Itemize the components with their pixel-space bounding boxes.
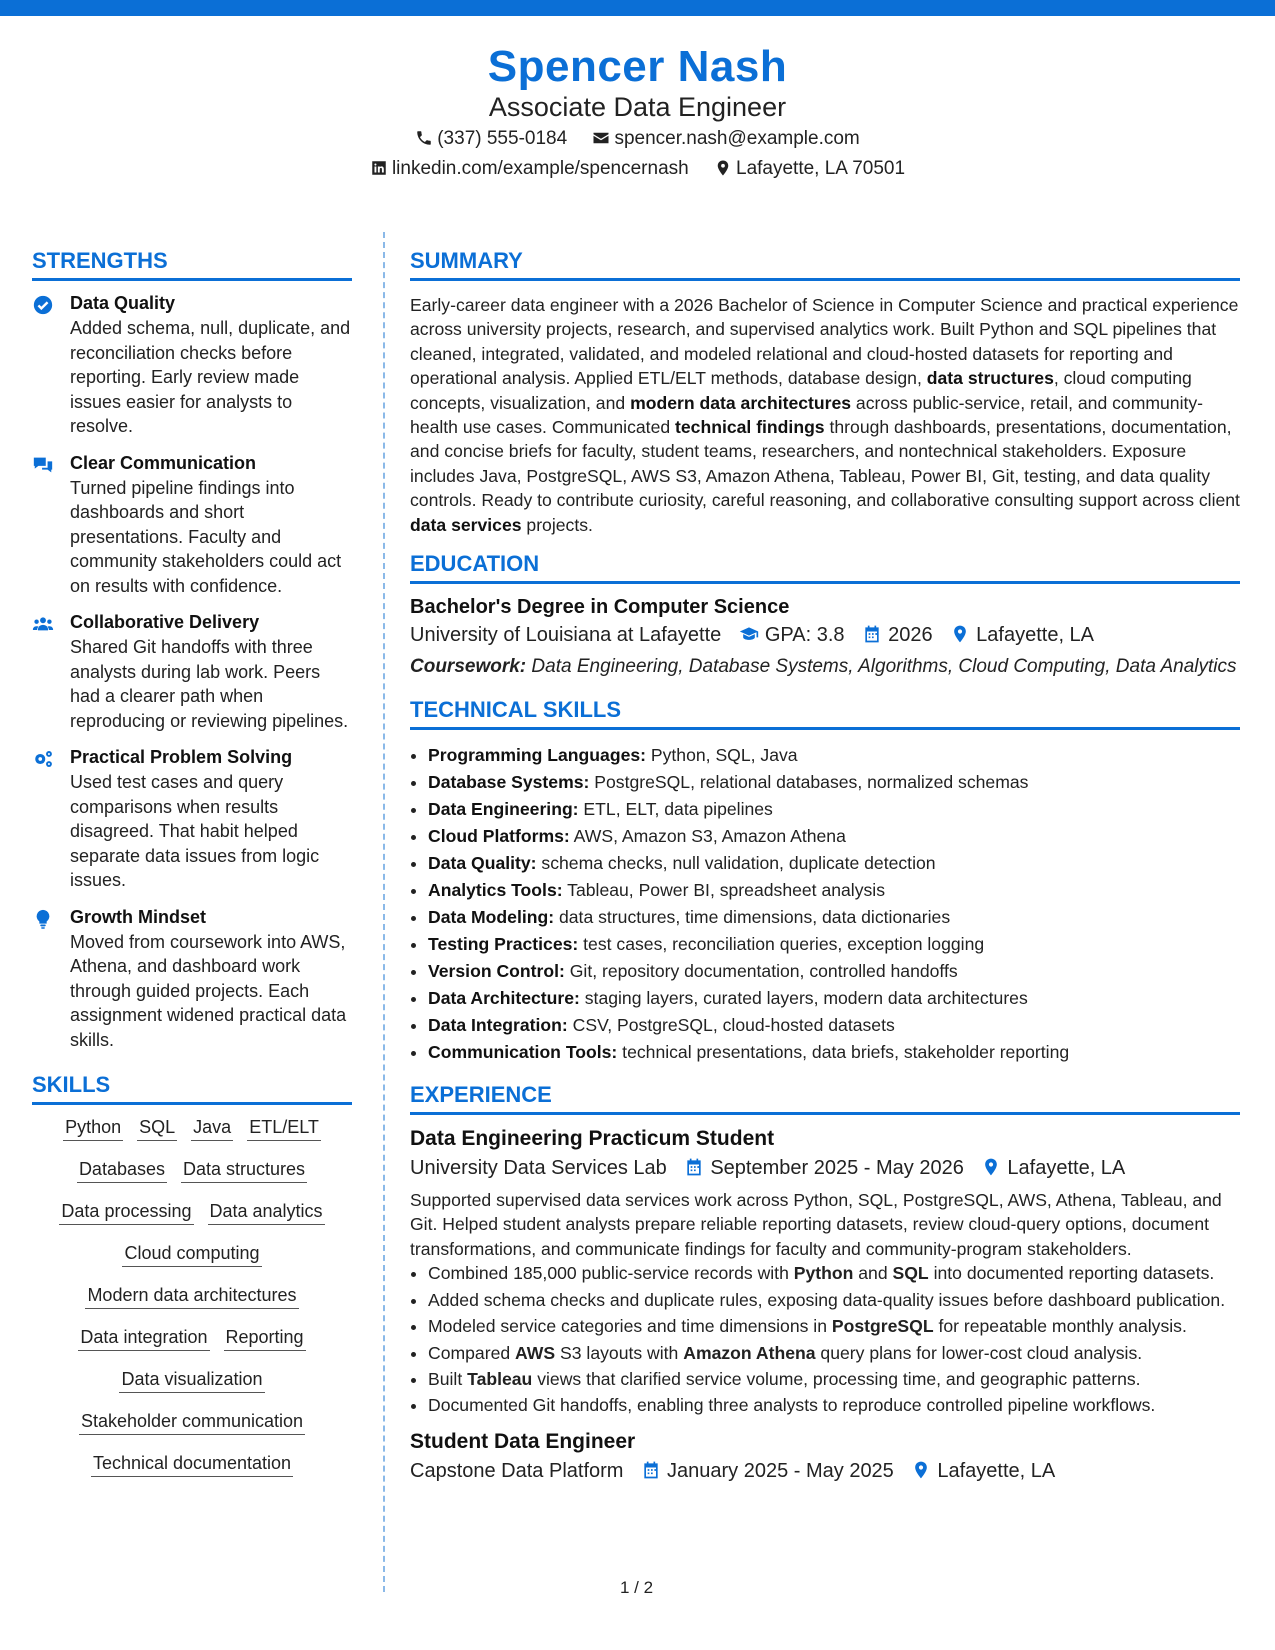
skill-tag: Java xyxy=(191,1117,233,1141)
strength-desc: Shared Git handoffs with three analysts during lab work. Peers had a clearer path when reproducing or reviewing pipelines. xyxy=(70,637,349,731)
skill-tag: Technical documentation xyxy=(91,1453,293,1477)
summary-text: Early-career data engineer with a 2026 Bachelor of Science in Computer Science and practical experience across university projects, research, and supervised analytics work. Built Python and SQL pipelines that cleaned, integrated, validated, and modeled relational and cloud-hosted datasets for reporting and operational analysis. Applied ETL/ELT methods, database design, data structures, cloud computing concepts, visualization, and modern data architectures across public-service, retail, and community-health use cases. Communicated technical findings through dashboards, presentations, documentation, and concise briefs for faculty, student teams, researchers, and nontechnical stakeholders. Exposure includes Java, PostgreSQL, AWS S3, Amazon Athena, Tableau, Power BI, Git, testing, and data quality controls. Ready to contribute curiosity, careful reasoning, and collaborative consulting support across client data services projects. xyxy=(410,295,1240,535)
job-bullet: • Documented Git handoffs, enabling three analysts to reproduce controlled pipeline workflows. xyxy=(428,1393,1240,1417)
map-pin-icon xyxy=(981,1157,1001,1177)
strength-item xyxy=(32,293,352,439)
tech-skill-item: • Data Quality: schema checks, null validation, duplicate detection xyxy=(428,850,1240,877)
comments-icon xyxy=(32,454,56,476)
skill-tag: Data analytics xyxy=(208,1201,325,1225)
linkedin-contact[interactable]: linkedin.com/example/spencernash xyxy=(370,158,689,180)
job-bullet: • Built Tableau views that clarified service volume, processing time, and geographic patterns. xyxy=(428,1367,1240,1391)
users-icon xyxy=(32,613,56,635)
skill-tag: Data processing xyxy=(59,1201,193,1225)
tech-skill-item: • Data Engineering: ETL, ELT, data pipelines xyxy=(428,796,1240,823)
location-contact: Lafayette, LA 70501 xyxy=(714,158,905,180)
contact-row-2 xyxy=(0,158,1275,180)
linkedin-icon xyxy=(370,159,388,177)
map-pin-icon xyxy=(714,159,732,177)
envelope-icon xyxy=(592,129,610,147)
gears-icon xyxy=(32,748,56,770)
job-dates: January 2025 - May 2025 xyxy=(641,1460,894,1483)
strength-desc: Moved from coursework into AWS, Athena, and dashboard work through guided projects. Each assignment widened practical data skills. xyxy=(70,931,347,1050)
candidate-title: Associate Data Engineer xyxy=(488,92,787,122)
technical-skills-list xyxy=(410,742,1240,1066)
top-accent-bar xyxy=(0,0,1275,16)
calendar-icon xyxy=(862,624,882,644)
strength-title: Data Quality xyxy=(70,293,176,313)
job-description: Supported supervised data services work across Python, SQL, PostgreSQL, AWS, Athena, Tableau, and Git. Helped student analysts prepare reliable reporting datasets, review cloud-query options, document transformations, and communicate findings for faculty and community-program stakeholders. xyxy=(410,1190,1222,1259)
degree-title: Bachelor's Degree in Computer Science xyxy=(410,596,790,619)
school-location: Lafayette, LA xyxy=(950,624,1094,647)
job-bullet: • Added schema checks and duplicate rules, exposing data-quality issues before dashboard publication. xyxy=(428,1288,1240,1312)
strength-title: Clear Communication xyxy=(70,452,257,473)
summary-heading: SUMMARY xyxy=(410,248,1240,281)
skill-tag: SQL xyxy=(137,1117,177,1141)
technical-skills-heading: TECHNICAL SKILLS xyxy=(410,697,1240,730)
skill-tag: Data visualization xyxy=(119,1369,264,1393)
job-dates: September 2025 - May 2026 xyxy=(684,1157,964,1180)
gpa-item: GPA: 3.8 xyxy=(739,624,845,647)
strength-title: Collaborative Delivery xyxy=(70,612,260,632)
left-column xyxy=(32,248,352,1495)
contact-row-1 xyxy=(0,128,1275,150)
strength-title: Practical Problem Solving xyxy=(70,747,293,767)
tech-skill-item: • Version Control: Git, repository documentation, controlled handoffs xyxy=(428,958,1240,985)
job-bullet: • Combined 185,000 public-service records with Python and SQL into documented reporting datasets. xyxy=(428,1261,1240,1285)
tech-skill-item: • Cloud Platforms: AWS, Amazon S3, Amazon Athena xyxy=(428,823,1240,850)
skill-tag: Stakeholder communication xyxy=(79,1411,305,1435)
tech-skill-item: • Data Architecture: staging layers, curated layers, modern data architectures xyxy=(428,985,1240,1012)
strength-item xyxy=(32,747,352,893)
strength-title: Growth Mindset xyxy=(70,906,206,927)
skill-tag: ETL/ELT xyxy=(247,1117,321,1141)
job-org: University Data Services Lab xyxy=(410,1157,667,1180)
check-circle-icon xyxy=(32,294,56,316)
phone-contact[interactable]: (337) 555-0184 xyxy=(415,128,567,150)
phone-icon xyxy=(415,129,433,147)
graduation-cap-icon xyxy=(739,624,759,644)
tech-skill-item: • Data Integration: CSV, PostgreSQL, cloud-hosted datasets xyxy=(428,1012,1240,1039)
skill-tag: Modern data architectures xyxy=(85,1285,298,1309)
job-meta xyxy=(410,1460,1240,1483)
skills-heading: SKILLS xyxy=(32,1072,352,1105)
strength-desc: Used test cases and query comparisons when results disagreed. That habit helped separate data issues from logic issues. xyxy=(70,772,320,890)
tech-skill-item: • Data Modeling: data structures, time dimensions, data dictionaries xyxy=(428,904,1240,931)
page-number: 1 / 2 xyxy=(620,1578,654,1597)
strength-desc: Turned pipeline findings into dashboards and short presentations. Faculty and community stakeholders could act on results with confidence. xyxy=(70,477,342,596)
skills-list xyxy=(32,1117,352,1495)
calendar-icon xyxy=(641,1460,661,1480)
education-heading: EDUCATION xyxy=(410,551,1240,584)
skill-tag: Python xyxy=(63,1117,123,1141)
experience-heading: EXPERIENCE xyxy=(410,1082,1240,1115)
strength-item xyxy=(32,453,352,599)
lightbulb-icon xyxy=(32,908,56,930)
job-bullets xyxy=(410,1261,1240,1417)
column-divider xyxy=(383,232,385,1592)
school-name: University of Louisiana at Lafayette xyxy=(410,624,722,647)
grad-year: 2026 xyxy=(862,624,933,647)
education-meta xyxy=(410,624,1240,647)
strengths-heading: STRENGTHS xyxy=(32,248,352,281)
tech-skill-item: • Analytics Tools: Tableau, Power BI, spreadsheet analysis xyxy=(428,877,1240,904)
tech-skill-item: • Testing Practices: test cases, reconciliation queries, exception logging xyxy=(428,931,1240,958)
job-title: Student Data Engineer xyxy=(410,1429,636,1453)
job-bullet: • Modeled service categories and time dimensions in PostgreSQL for repeatable monthly analysis. xyxy=(428,1314,1240,1338)
tech-skill-item: • Communication Tools: technical presentations, data briefs, stakeholder reporting xyxy=(428,1039,1240,1066)
map-pin-icon xyxy=(950,624,970,644)
job-location: Lafayette, LA xyxy=(911,1460,1055,1483)
job-location: Lafayette, LA xyxy=(981,1157,1125,1180)
skill-tag: Reporting xyxy=(224,1327,306,1351)
job-meta xyxy=(410,1157,1240,1180)
tech-skill-item: • Programming Languages: Python, SQL, Java xyxy=(428,742,1240,769)
job-bullet: • Compared AWS S3 layouts with Amazon Athena query plans for lower-cost cloud analysis. xyxy=(428,1341,1240,1365)
candidate-name: Spencer Nash xyxy=(487,42,788,91)
tech-skill-item: • Database Systems: PostgreSQL, relational databases, normalized schemas xyxy=(428,769,1240,796)
skill-tag: Cloud computing xyxy=(122,1243,261,1267)
email-contact[interactable]: spencer.nash@example.com xyxy=(592,128,859,150)
strength-item xyxy=(32,612,352,733)
skill-tag: Databases xyxy=(77,1159,167,1183)
skill-tag: Data integration xyxy=(78,1327,209,1351)
calendar-icon xyxy=(684,1157,704,1177)
map-pin-icon xyxy=(911,1460,931,1480)
job-org: Capstone Data Platform xyxy=(410,1459,624,1482)
strength-desc: Added schema, null, duplicate, and reconciliation checks before reporting. Early review made issues easier for analysts to resolve. xyxy=(70,318,351,436)
right-column xyxy=(410,248,1240,1491)
coursework: Coursework: Data Engineering, Database Systems, Algorithms, Cloud Computing, Data Analytics xyxy=(410,656,1237,678)
strength-item xyxy=(32,907,352,1053)
job-title: Data Engineering Practicum Student xyxy=(410,1127,775,1151)
skill-tag: Data structures xyxy=(181,1159,307,1183)
